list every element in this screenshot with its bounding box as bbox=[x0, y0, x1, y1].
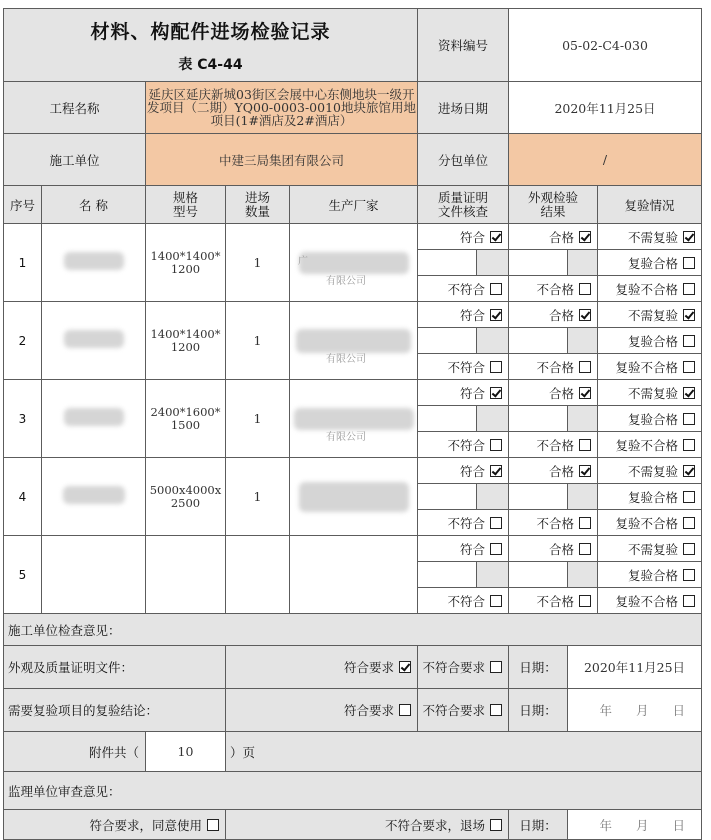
appearance-fail[interactable]: 不合格 bbox=[509, 510, 598, 536]
retest-pass-checkbox[interactable] bbox=[683, 491, 695, 503]
appearance-meets-checkbox[interactable] bbox=[399, 661, 411, 673]
quality-conform-checkbox[interactable] bbox=[490, 543, 502, 555]
retest-fail-checkbox[interactable] bbox=[683, 283, 695, 295]
appearance-pass-checkbox[interactable] bbox=[579, 543, 591, 555]
spec-model[interactable]: 1400*1400* 1200 bbox=[146, 224, 226, 302]
appearance-pass[interactable]: 合格 bbox=[509, 224, 598, 250]
row-number: 5 bbox=[4, 536, 42, 614]
quality-conform-checkbox[interactable] bbox=[490, 309, 502, 321]
retest-meets-checkbox[interactable] bbox=[399, 704, 411, 716]
spec-model[interactable] bbox=[146, 536, 226, 614]
retest-none[interactable]: 不需复验 bbox=[598, 458, 702, 484]
record-table bbox=[3, 8, 702, 840]
row-number: 1 bbox=[4, 224, 42, 302]
quality-conform[interactable]: 符合 bbox=[418, 380, 509, 406]
material-name[interactable] bbox=[42, 536, 146, 614]
retest-pass[interactable]: 复验合格 bbox=[598, 328, 702, 354]
appearance-pass-checkbox[interactable] bbox=[579, 231, 591, 243]
retest-pass[interactable]: 复验合格 bbox=[598, 250, 702, 276]
retest-not-meets-checkbox[interactable] bbox=[490, 704, 502, 716]
appearance-not-meets-checkbox[interactable] bbox=[490, 661, 502, 673]
quality-nonconform[interactable]: 不符合 bbox=[418, 588, 509, 614]
attachment-prefix: 附件共（ bbox=[4, 732, 146, 772]
retest-fail-checkbox[interactable] bbox=[683, 439, 695, 451]
entry-date-value[interactable]: 2020年11月25日 bbox=[509, 82, 702, 134]
inspection-section-title: 施工单位检查意见： bbox=[4, 614, 702, 646]
column-header-row bbox=[4, 186, 702, 224]
page-title: 材料、构配件进场检验记录 bbox=[90, 20, 331, 43]
redacted-maker bbox=[294, 408, 414, 430]
retest-fail-checkbox[interactable] bbox=[683, 595, 695, 607]
appearance-pass[interactable]: 合格 bbox=[509, 302, 598, 328]
retest-pass[interactable]: 复验合格 bbox=[598, 562, 702, 588]
redacted-maker bbox=[299, 252, 409, 274]
col-appearance: 外观检验 结果 bbox=[509, 186, 598, 224]
inspection-date-1[interactable]: 2020年11月25日 bbox=[568, 646, 702, 689]
quality-conform[interactable]: 符合 bbox=[418, 458, 509, 484]
retest-pass[interactable]: 复验合格 bbox=[598, 406, 702, 432]
entry-quantity[interactable]: 1 bbox=[226, 224, 290, 302]
col-maker: 生产厂家 bbox=[290, 186, 418, 224]
retest-fail[interactable]: 复验不合格 bbox=[598, 510, 702, 536]
appearance-meets-option[interactable]: 符合要求 bbox=[226, 646, 418, 689]
entry-quantity[interactable]: 1 bbox=[226, 458, 290, 536]
date-label-1: 日期： bbox=[509, 646, 568, 689]
date-label-2: 日期： bbox=[509, 689, 568, 732]
entry-quantity[interactable]: 1 bbox=[226, 302, 290, 380]
supervision-section-title: 监理单位审查意见： bbox=[4, 772, 702, 810]
entry-date-label: 进场日期 bbox=[418, 82, 509, 134]
spec-model[interactable]: 5000x4000x 2500 bbox=[146, 458, 226, 536]
no-retest-checkbox[interactable] bbox=[683, 309, 695, 321]
subcontractor-value[interactable]: / bbox=[509, 134, 702, 186]
retest-conclusion-label: 需要复验项目的复验结论： bbox=[4, 689, 226, 732]
spec-model[interactable]: 1400*1400* 1200 bbox=[146, 302, 226, 380]
doc-no-label: 资料编号 bbox=[418, 9, 509, 82]
retest-fail[interactable]: 复验不合格 bbox=[598, 588, 702, 614]
col-name: 名 称 bbox=[42, 186, 146, 224]
material-name[interactable] bbox=[42, 380, 146, 458]
appearance-fail[interactable]: 不合格 bbox=[509, 588, 598, 614]
retest-none[interactable]: 不需复验 bbox=[598, 536, 702, 562]
retest-fail-checkbox[interactable] bbox=[683, 517, 695, 529]
retest-none[interactable]: 不需复验 bbox=[598, 224, 702, 250]
redacted-maker bbox=[299, 482, 409, 512]
supervision-not-meets-checkbox[interactable] bbox=[490, 819, 502, 831]
appearance-pass-checkbox[interactable] bbox=[579, 309, 591, 321]
appearance-pass[interactable]: 合格 bbox=[509, 536, 598, 562]
quality-nonconform-checkbox[interactable] bbox=[490, 595, 502, 607]
supervision-meets-checkbox[interactable] bbox=[207, 819, 219, 831]
appearance-fail-checkbox[interactable] bbox=[579, 439, 591, 451]
table-row bbox=[4, 458, 702, 484]
appearance-fail-checkbox[interactable] bbox=[579, 361, 591, 373]
retest-none[interactable]: 不需复验 bbox=[598, 380, 702, 406]
table-row bbox=[4, 224, 702, 250]
attachment-suffix: ）页 bbox=[226, 732, 702, 772]
table-row bbox=[4, 380, 702, 406]
contractor-label: 施工单位 bbox=[4, 134, 146, 186]
project-name-label: 工程名称 bbox=[4, 82, 146, 134]
redacted-name bbox=[63, 486, 125, 504]
appearance-pass-checkbox[interactable] bbox=[579, 387, 591, 399]
retest-none[interactable]: 不需复验 bbox=[598, 302, 702, 328]
appearance-fail[interactable]: 不合格 bbox=[509, 432, 598, 458]
spec-model[interactable]: 2400*1600* 1500 bbox=[146, 380, 226, 458]
col-quality: 质量证明 文件核查 bbox=[418, 186, 509, 224]
retest-pass-checkbox[interactable] bbox=[683, 569, 695, 581]
quality-nonconform-checkbox[interactable] bbox=[490, 439, 502, 451]
appearance-not-meets-option[interactable]: 不符合要求 bbox=[418, 646, 509, 689]
redacted-name bbox=[64, 330, 124, 348]
appearance-pass[interactable]: 合格 bbox=[509, 458, 598, 484]
table-row bbox=[4, 302, 702, 328]
no-retest-checkbox[interactable] bbox=[683, 387, 695, 399]
quality-nonconform[interactable]: 不符合 bbox=[418, 276, 509, 302]
manufacturer[interactable]: 广 有限公司 bbox=[290, 224, 418, 302]
retest-pass-checkbox[interactable] bbox=[683, 335, 695, 347]
col-retest: 复验情况 bbox=[598, 186, 702, 224]
appearance-docs-label: 外观及质量证明文件： bbox=[4, 646, 226, 689]
material-name[interactable] bbox=[42, 302, 146, 380]
redacted-name bbox=[64, 408, 124, 426]
col-no: 序号 bbox=[4, 186, 42, 224]
material-name[interactable] bbox=[42, 458, 146, 536]
quality-nonconform[interactable]: 不符合 bbox=[418, 432, 509, 458]
quality-conform-checkbox[interactable] bbox=[490, 231, 502, 243]
manufacturer[interactable] bbox=[290, 458, 418, 536]
entry-quantity[interactable] bbox=[226, 536, 290, 614]
appearance-fail-checkbox[interactable] bbox=[579, 517, 591, 529]
manufacturer[interactable]: 有限公司 bbox=[290, 302, 418, 380]
manufacturer[interactable]: 有限公司 bbox=[290, 380, 418, 458]
retest-fail[interactable]: 复验不合格 bbox=[598, 354, 702, 380]
title-block bbox=[4, 9, 418, 82]
supervision-date[interactable]: 年 月 日 bbox=[568, 810, 702, 840]
project-name-value[interactable]: 延庆区延庆新城03街区会展中心东侧地块一级开 发项目（二期）YQ00-0003-0010地块旅馆用地项目(1#酒店及2#酒店） bbox=[146, 82, 418, 134]
retest-fail[interactable]: 复验不合格 bbox=[598, 432, 702, 458]
appearance-fail[interactable]: 不合格 bbox=[509, 276, 598, 302]
quality-nonconform-checkbox[interactable] bbox=[490, 283, 502, 295]
contractor-value[interactable]: 中建三局集团有限公司 bbox=[146, 134, 418, 186]
row-number: 4 bbox=[4, 458, 42, 536]
appearance-pass[interactable]: 合格 bbox=[509, 380, 598, 406]
table-row bbox=[4, 536, 702, 562]
no-retest-checkbox[interactable] bbox=[683, 465, 695, 477]
material-name[interactable] bbox=[42, 224, 146, 302]
attachment-count[interactable]: 10 bbox=[146, 732, 226, 772]
redacted-name bbox=[64, 252, 124, 270]
retest-meets-option[interactable]: 符合要求 bbox=[226, 689, 418, 732]
subcontractor-label: 分包单位 bbox=[418, 134, 509, 186]
quality-conform[interactable]: 符合 bbox=[418, 302, 509, 328]
no-retest-checkbox[interactable] bbox=[683, 543, 695, 555]
no-retest-checkbox[interactable] bbox=[683, 231, 695, 243]
entry-quantity[interactable]: 1 bbox=[226, 380, 290, 458]
supervision-date-label: 日期： bbox=[509, 810, 568, 840]
appearance-fail-checkbox[interactable] bbox=[579, 283, 591, 295]
supervision-meets-option[interactable]: 符合要求，同意使用 bbox=[4, 810, 226, 840]
retest-not-meets-option[interactable]: 不符合要求 bbox=[418, 689, 509, 732]
doc-no-value[interactable]: 05-02-C4-030 bbox=[509, 9, 702, 82]
form-number: 表 C4-44 bbox=[178, 56, 243, 73]
quality-conform-checkbox[interactable] bbox=[490, 387, 502, 399]
quality-nonconform-checkbox[interactable] bbox=[490, 361, 502, 373]
appearance-fail-checkbox[interactable] bbox=[579, 595, 591, 607]
supervision-not-meets-option[interactable]: 不符合要求，退场 bbox=[226, 810, 509, 840]
quality-nonconform-checkbox[interactable] bbox=[490, 517, 502, 529]
retest-pass[interactable]: 复验合格 bbox=[598, 484, 702, 510]
quality-nonconform[interactable]: 不符合 bbox=[418, 354, 509, 380]
manufacturer[interactable] bbox=[290, 536, 418, 614]
retest-fail[interactable]: 复验不合格 bbox=[598, 276, 702, 302]
quality-nonconform[interactable]: 不符合 bbox=[418, 510, 509, 536]
appearance-fail[interactable]: 不合格 bbox=[509, 354, 598, 380]
retest-pass-checkbox[interactable] bbox=[683, 257, 695, 269]
quality-conform[interactable]: 符合 bbox=[418, 224, 509, 250]
quality-conform-checkbox[interactable] bbox=[490, 465, 502, 477]
col-qty: 进场 数量 bbox=[226, 186, 290, 224]
appearance-pass-checkbox[interactable] bbox=[579, 465, 591, 477]
retest-fail-checkbox[interactable] bbox=[683, 361, 695, 373]
quality-conform[interactable]: 符合 bbox=[418, 536, 509, 562]
retest-pass-checkbox[interactable] bbox=[683, 413, 695, 425]
inspection-date-2[interactable]: 年 月 日 bbox=[568, 689, 702, 732]
col-spec: 规格 型号 bbox=[146, 186, 226, 224]
row-number: 3 bbox=[4, 380, 42, 458]
row-number: 2 bbox=[4, 302, 42, 380]
